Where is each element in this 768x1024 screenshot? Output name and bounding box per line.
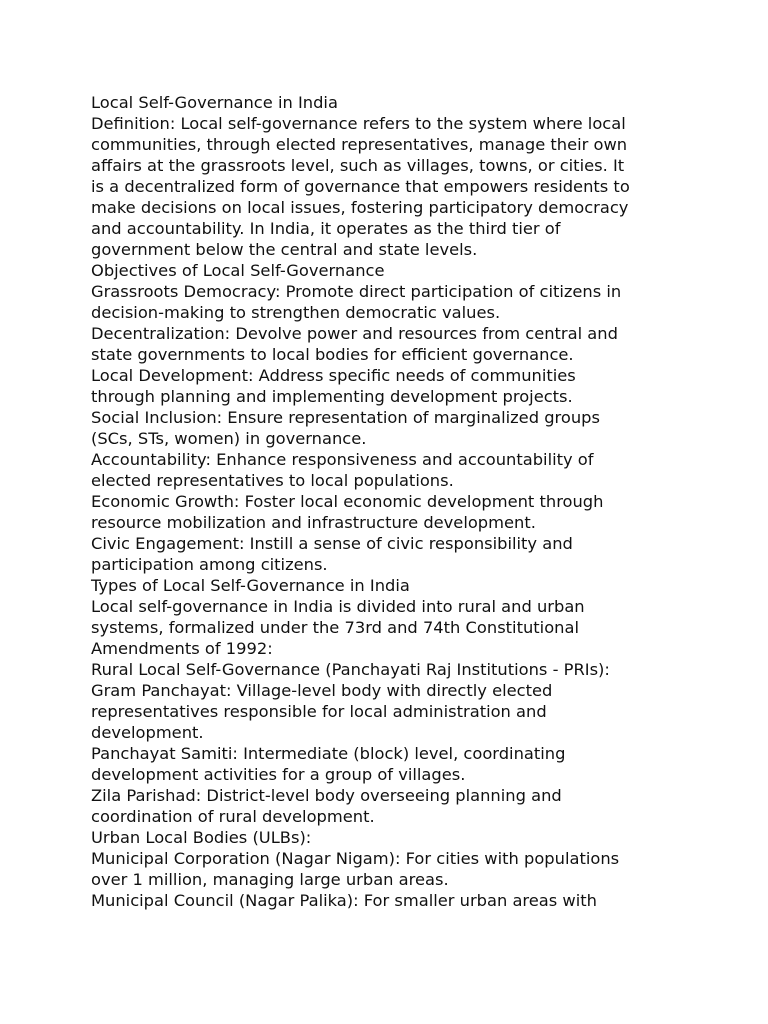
types-line: systems, formalized under the 73rd and 74th Constitutional bbox=[91, 618, 579, 637]
urban-line: over 1 million, managing large urban areas. bbox=[91, 870, 449, 889]
subheading-urban: Urban Local Bodies (ULBs): bbox=[91, 828, 312, 847]
objective-line: resource mobilization and infrastructure development. bbox=[91, 513, 536, 532]
document-title: Local Self-Governance in India bbox=[91, 93, 338, 112]
types-line: Local self-governance in India is divided into rural and urban bbox=[91, 597, 585, 616]
types-line: Amendments of 1992: bbox=[91, 639, 273, 658]
rural-line: development. bbox=[91, 723, 204, 742]
rural-line: representatives responsible for local administration and bbox=[91, 702, 547, 721]
definition-line: and accountability. In India, it operates as the third tier of bbox=[91, 219, 561, 238]
rural-line: coordination of rural development. bbox=[91, 807, 375, 826]
document-text bbox=[91, 92, 691, 911]
rural-line: Zila Parishad: District-level body overseeing planning and bbox=[91, 786, 562, 805]
section-heading-types: Types of Local Self-Governance in India bbox=[91, 576, 410, 595]
rural-line: development activities for a group of villages. bbox=[91, 765, 466, 784]
objective-line: participation among citizens. bbox=[91, 555, 328, 574]
definition-line: is a decentralized form of governance that empowers residents to bbox=[91, 177, 630, 196]
objective-line: Accountability: Enhance responsiveness and accountability of bbox=[91, 450, 594, 469]
objective-line: Social Inclusion: Ensure representation of marginalized groups bbox=[91, 408, 600, 427]
objective-line: through planning and implementing development projects. bbox=[91, 387, 573, 406]
definition-line: government below the central and state levels. bbox=[91, 240, 478, 259]
definition-line: communities, through elected representatives, manage their own bbox=[91, 135, 628, 154]
rural-line: Gram Panchayat: Village-level body with directly elected bbox=[91, 681, 553, 700]
urban-line: Municipal Council (Nagar Palika): For smaller urban areas with bbox=[91, 891, 597, 910]
objective-line: elected representatives to local populations. bbox=[91, 471, 454, 490]
section-heading-objectives: Objectives of Local Self-Governance bbox=[91, 261, 385, 280]
objective-line: Civic Engagement: Instill a sense of civic responsibility and bbox=[91, 534, 573, 553]
rural-line: Panchayat Samiti: Intermediate (block) level, coordinating bbox=[91, 744, 566, 763]
objective-line: decision-making to strengthen democratic values. bbox=[91, 303, 501, 322]
definition-line: affairs at the grassroots level, such as villages, towns, or cities. It bbox=[91, 156, 625, 175]
objective-line: (SCs, STs, women) in governance. bbox=[91, 429, 367, 448]
definition-line: make decisions on local issues, fostering participatory democracy bbox=[91, 198, 629, 217]
definition-line: Definition: Local self-governance refers to the system where local bbox=[91, 114, 626, 133]
objective-line: Economic Growth: Foster local economic development through bbox=[91, 492, 604, 511]
urban-line: Municipal Corporation (Nagar Nigam): For cities with populations bbox=[91, 849, 620, 868]
objective-line: Local Development: Address specific needs of communities bbox=[91, 366, 576, 385]
objective-line: Decentralization: Devolve power and resources from central and bbox=[91, 324, 618, 343]
subheading-rural: Rural Local Self-Governance (Panchayati Raj Institutions - PRIs): bbox=[91, 660, 610, 679]
objective-line: Grassroots Democracy: Promote direct participation of citizens in bbox=[91, 282, 622, 301]
objective-line: state governments to local bodies for efficient governance. bbox=[91, 345, 574, 364]
